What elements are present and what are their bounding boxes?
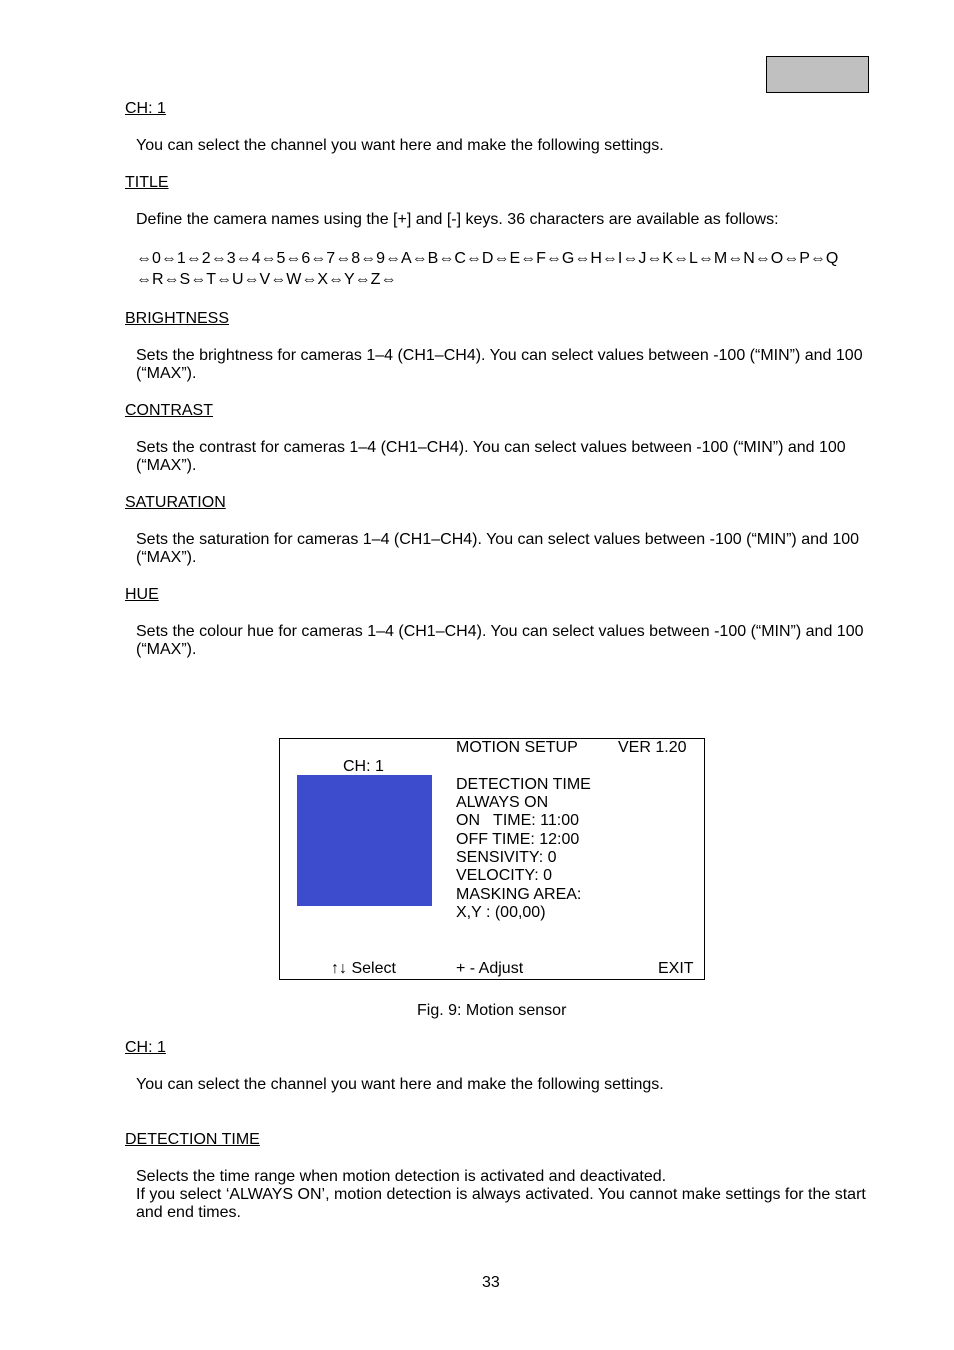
section-heading-ch1-motion: CH: 1 bbox=[125, 1039, 166, 1056]
section-heading-ch1: CH: 1 bbox=[125, 100, 166, 117]
osd-channel-label: CH: 1 bbox=[343, 758, 384, 775]
section-heading-brightness: BRIGHTNESS bbox=[125, 310, 230, 327]
character-set-line-2: ⇔R⇔S⇔T⇔U⇔V⇔W⇔X⇔Y⇔Z⇔ bbox=[136, 271, 397, 288]
section-body-contrast: Sets the contrast for cameras 1–4 (CH1–CH4). You can select values between -100 (“MIN”) and 100 (“MAX”). bbox=[136, 439, 846, 474]
osd-footer-select: ↑↓ Select bbox=[331, 960, 396, 977]
section-body-detection-time-2: If you select ‘ALWAYS ON’, motion detection is always activated. You cannot make settings for the start and end times. bbox=[136, 1186, 866, 1221]
osd-title: MOTION SETUP bbox=[456, 739, 578, 756]
section-body-hue: Sets the colour hue for cameras 1–4 (CH1–CH4). You can select values between -100 (“MIN”) and 100 (“MAX”). bbox=[136, 623, 864, 658]
section-body-ch1: You can select the channel you want here and make the following settings. bbox=[136, 137, 664, 154]
osd-on-time: ON TIME: 11:00 bbox=[456, 812, 580, 829]
section-heading-hue: HUE bbox=[125, 586, 159, 603]
osd-xy-coordinates: X,Y : (00,00) bbox=[456, 904, 546, 921]
section-heading-contrast: CONTRAST bbox=[125, 402, 213, 419]
osd-masking-area: MASKING AREA: bbox=[456, 886, 582, 903]
osd-footer-exit: EXIT bbox=[658, 960, 694, 977]
page-number: 33 bbox=[482, 1274, 500, 1291]
section-body-saturation: Sets the saturation for cameras 1–4 (CH1–CH4). You can select values between -100 (“MIN”) and 100 (“MAX”). bbox=[136, 531, 860, 566]
character-set-line-1: ⇔0⇔1⇔2⇔3⇔4⇔5⇔6⇔7⇔8⇔9⇔A⇔B⇔C⇔D⇔E⇔F⇔G⇔H⇔I⇔J⇔K⇔L⇔M⇔N⇔O⇔P⇔Q bbox=[136, 250, 839, 267]
motion-setup-osd-screen bbox=[279, 738, 705, 980]
osd-detection-time: DETECTION TIME bbox=[456, 776, 591, 793]
section-body-detection-time-1: Selects the time range when motion detection is activated and deactivated. bbox=[136, 1168, 667, 1185]
osd-off-time: OFF TIME: 12:00 bbox=[456, 831, 580, 848]
section-body-brightness: Sets the brightness for cameras 1–4 (CH1–CH4). You can select values between -100 (“MIN”) and 100 (“MAX”). bbox=[136, 347, 863, 382]
figure-caption: Fig. 9: Motion sensor bbox=[417, 1002, 567, 1019]
section-heading-title: TITLE bbox=[125, 174, 169, 191]
section-body-title: Define the camera names using the [+] and [-] keys. 36 characters are available as follows: bbox=[136, 211, 779, 228]
section-heading-saturation: SATURATION bbox=[125, 494, 226, 511]
camera-preview-area bbox=[297, 775, 432, 906]
osd-footer-adjust: + - Adjust bbox=[456, 960, 524, 977]
osd-version: VER 1.20 bbox=[618, 739, 687, 756]
header-gray-box bbox=[766, 56, 869, 93]
osd-sensivity: SENSIVITY: 0 bbox=[456, 849, 557, 866]
osd-velocity: VELOCITY: 0 bbox=[456, 867, 553, 884]
section-heading-detection-time: DETECTION TIME bbox=[125, 1131, 260, 1148]
section-body-ch1-motion: You can select the channel you want here and make the following settings. bbox=[136, 1076, 664, 1093]
osd-always-on: ALWAYS ON bbox=[456, 794, 549, 811]
